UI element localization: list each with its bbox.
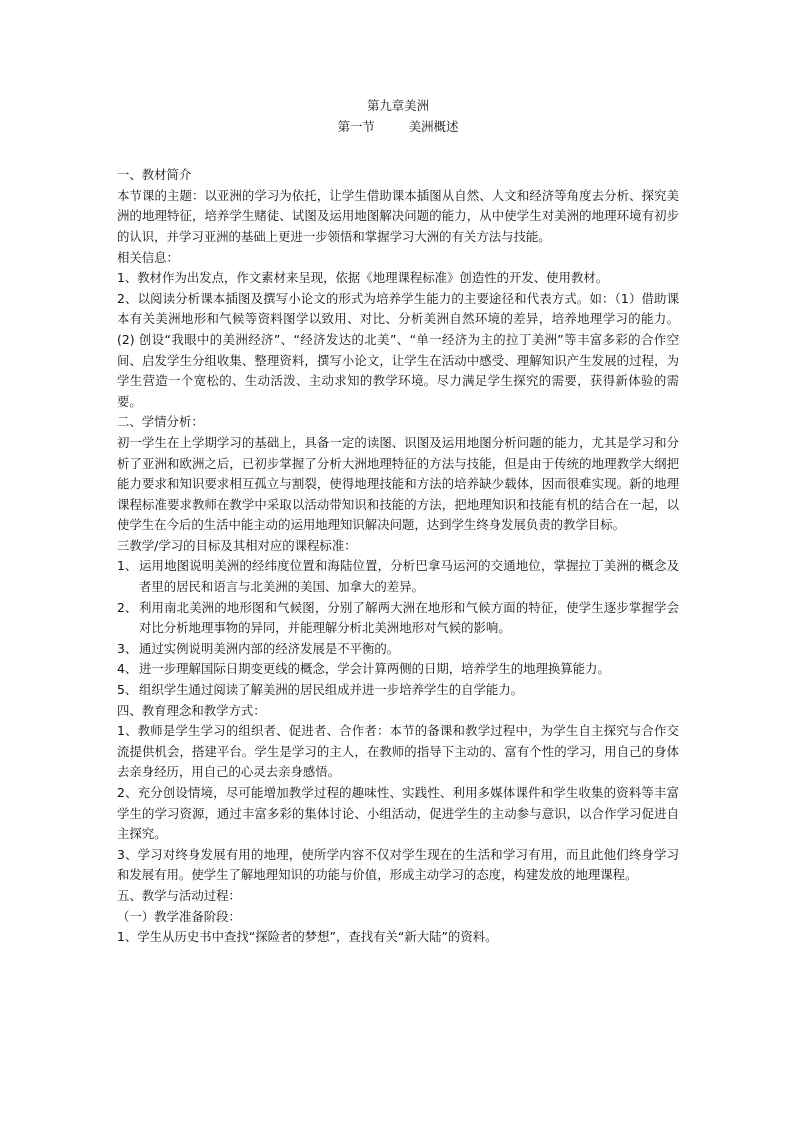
- paragraph-philosophy-3: 3、学习对终身发展有用的地理，使所学内容不仅对学生现在的生活和学习有用，而且此他们终身学习和发展有用。使学生了解地理知识的功能与价值，形成主动学习的态度，构建发放的地理课程。: [117, 846, 679, 883]
- heading-learner-analysis: 二、学情分析：: [117, 414, 204, 430]
- chapter-title: 第九章美洲: [367, 98, 429, 113]
- paragraph-philosophy-2: 2、充分创设情境，尽可能增加教学过程的趣味性、实践性、利用多媒体课件和学生收集的资料等丰富学生的学习资源，通过丰富多彩的集体讨论、小组活动，促进学生的主动参与意识，以合作学习促进自主探究。: [117, 785, 679, 842]
- section-number: 第一节: [337, 118, 375, 134]
- objective-item: 4、 进一步理解国际日期变更线的概念，学会计算两侧的日期，培养学生的地理换算能力。: [117, 661, 610, 677]
- paragraph-philosophy-1: 1、教师是学生学习的组织者、促进者、合作者：本节的备课和教学过程中，为学生自主探究与合作交流提供机会，搭建平台。学生是学习的主人，在教师的指导下主动的、富有个性的学习，用自己的身体去亲身经历，用自己的心灵去亲身感悟。: [117, 723, 679, 780]
- paragraph-info-1: 1、教材作为出发点，作文素材来呈现，依据《地理课程标准》创造性的开发、使用教材。: [117, 270, 609, 286]
- section-topic: 美洲概述: [408, 118, 459, 134]
- heading-teaching-process: 五、教学与活动过程：: [117, 887, 241, 903]
- document-body: [117, 96, 679, 948]
- heading-objectives: 三教学/学习的目标及其相对应的课程标准：: [117, 537, 357, 553]
- paragraph-theme: 本节课的主题：以亚洲的学习为依托，让学生借助课本插图从自然、人文和经济等角度去分析、探究美洲的地理特征，培养学生赌徒、试图及运用地图解决问题的能力，从中使学生对美洲的地理环境有初步的认识，并学习亚洲的基础上更进一步领悟和掌握学习大洲的有关方法与技能。: [117, 187, 679, 244]
- objective-item: 2、 利用南北美洲的地形图和气候图，分别了解两大洲在地形和气候方面的特征，使学生逐步掌握学会对比分析地理事物的异同，并能理解分析北美洲地形对气候的影响。: [117, 599, 679, 636]
- label-related-info: 相关信息：: [117, 249, 179, 265]
- paragraph-info-2: 2、以阅读分析课本插图及撰写小论文的形式为培养学生能力的主要途径和代表方式。如：（1）借助课本有关美洲地形和气候等资料图学以致用、对比、分析美洲自然环境的差异，培养地理学习的能力。(2) 创设“我眼中的美洲经济”、“经济发达的北美”、“单一经济为主的拉丁美洲”等丰富多彩的合作空间、启发学生分组收集、整理资料，撰写小论文，让学生在活动中感受、理解知识产生发展的过程，为学生营造一个宽松的、生动活泼、主动求知的教学环境。尽力满足学生探究的需要，获得新体验的需要。: [117, 290, 679, 409]
- objective-item: 1、 运用地图说明美洲的经纬度位置和海陆位置，分析巴拿马运河的交通地位，掌握拉丁美洲的概念及者里的居民和语言与北美洲的美国、加拿大的差异。: [117, 558, 679, 595]
- section-title: [117, 117, 679, 138]
- paragraph-preparation-1: 1、学生从历史书中查找“探险者的梦想”，查找有关“新大陆”的资料。: [117, 929, 498, 945]
- objective-item: 5、 组织学生通过阅读了解美洲的居民组成并进一步培养学生的自学能力。: [117, 682, 524, 698]
- paragraph-learner-analysis: 初一学生在上学期学习的基础上，具备一定的读图、识图及运用地图分析问题的能力，尤其是学习和分析了亚洲和欧洲之后，已初步掌握了分析大洲地理特征的方法与技能，但是由于传统的地理教学大纲把能力要求和知识要求相互孤立与割裂，使得地理技能和方法的培养缺少载体，因而很难实现。新的地理课程标准要求教师在教学中采取以活动带知识和技能的方法，把地理知识和技能有机的结合在一起，以使学生在今后的生活中能主动的运用地理知识解决问题，达到学生终身发展负责的教学目标。: [117, 434, 679, 533]
- heading-teaching-philosophy: 四、教育理念和教学方式：: [117, 702, 266, 718]
- heading-textbook-intro: 一、教材简介: [117, 167, 192, 183]
- objective-item: 3、 通过实例说明美洲内部的经济发展是不平衡的。: [117, 640, 400, 656]
- subheading-preparation: （一）教学准备阶段：: [117, 908, 241, 924]
